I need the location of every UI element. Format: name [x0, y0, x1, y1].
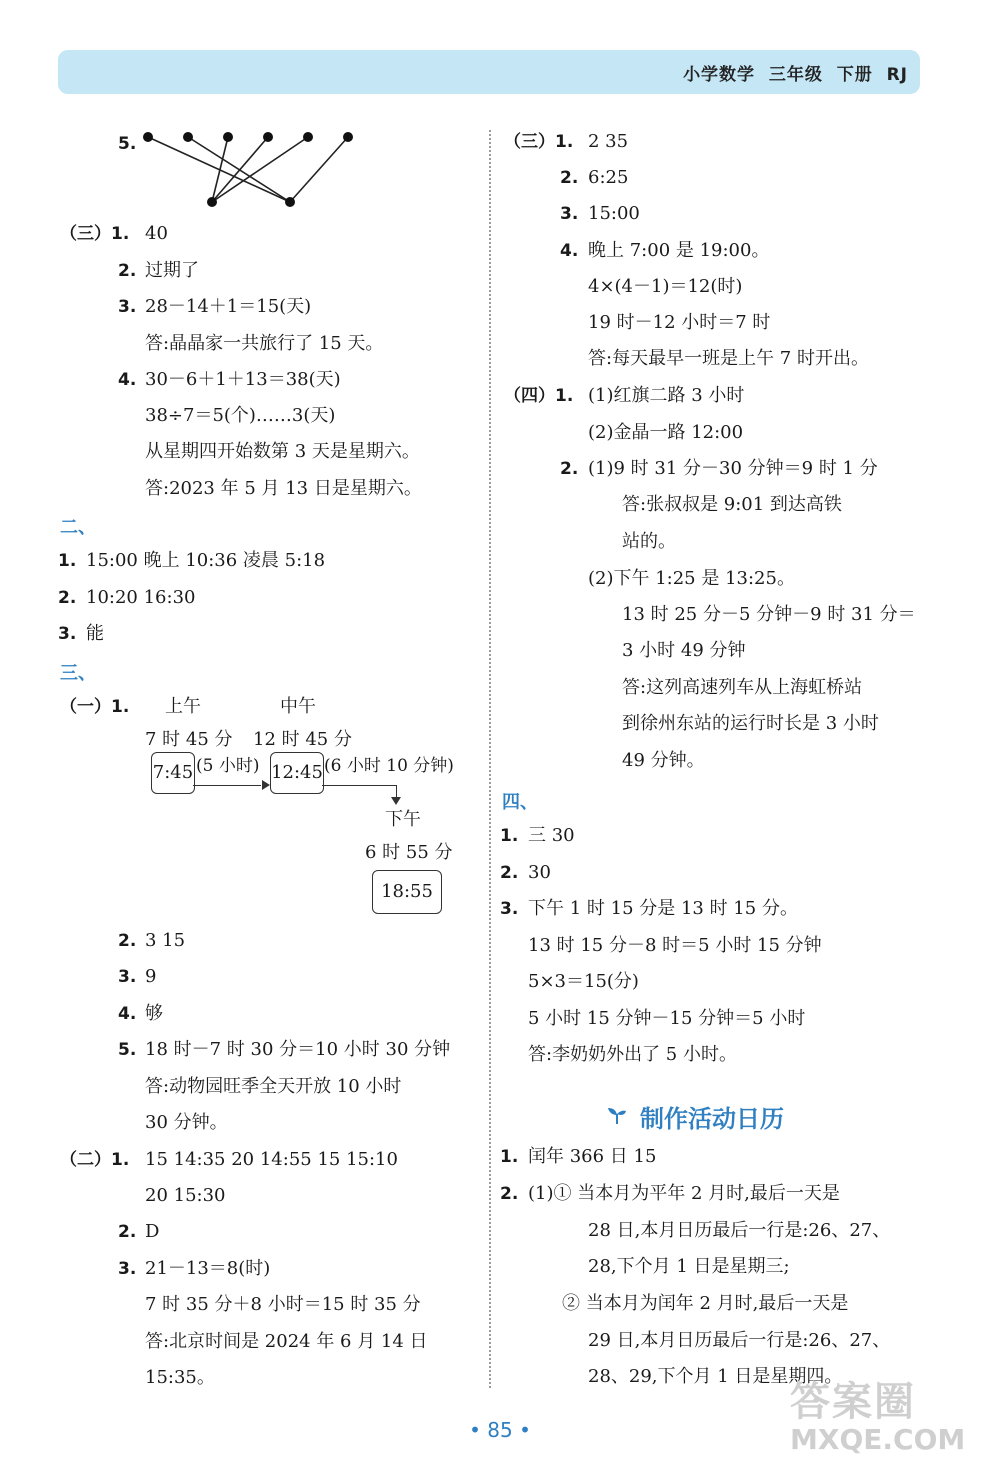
p3-answer-5a: 18 时－7 时 30 分＝10 小时 30 分钟 — [145, 1039, 451, 1060]
a1-label: 1. — [500, 1147, 519, 1167]
a2-answer-b: 28 日,本月日历最后一行是:26、27、 — [588, 1220, 891, 1241]
time-12-45: 12 时 45 分 — [253, 729, 352, 750]
r3-answer-4c: 19 时－12 小时＝7 时 — [588, 312, 771, 333]
r4-answer-2c: 站的。 — [622, 531, 676, 552]
p3-1-label: （一）1. — [60, 697, 130, 717]
label-pm: 下午 — [385, 809, 421, 830]
s3-answer-4c: 从星期四开始数第 3 天是星期六。 — [145, 441, 420, 462]
column-divider — [489, 130, 491, 1388]
timebox-18-55: 18:55 — [372, 870, 442, 914]
p2-1-label: 1. — [58, 551, 77, 571]
a2-answer-d: ② 当本月为闰年 2 月时,最后一天是 — [562, 1293, 849, 1314]
r3-answer-3: 15:00 — [588, 203, 640, 224]
r4-answer-2b: 答:张叔叔是 9:01 到达高铁 — [622, 494, 842, 515]
p3b-answer-1b: 20 15:30 — [145, 1185, 226, 1206]
matching-lines-diagram — [140, 128, 360, 210]
arrow-label-6h10: (6 小时 10 分钟) — [324, 756, 454, 776]
a2-label: 2. — [500, 1184, 519, 1204]
p3-answer-5b: 答:动物园旺季全天开放 10 小时 — [145, 1076, 402, 1097]
r3-3-label: 3. — [560, 204, 579, 224]
arrow-label-5h: (5 小时) — [196, 756, 260, 776]
q3-answer-b: 13 时 15 分－8 时＝5 小时 15 分钟 — [528, 935, 822, 956]
section-4-heading: 四、 — [502, 792, 538, 813]
p3-2-label: 2. — [118, 931, 137, 951]
watermark-cn: 答案圈 — [790, 1379, 916, 1425]
p3b-answer-3d: 15:35。 — [145, 1367, 215, 1388]
s3-answer-2: 过期了 — [145, 260, 199, 281]
r4-answer-2d: (2)下午 1:25 是 13:25。 — [588, 568, 795, 589]
s3-answer-3a: 28－14＋1＝15(天) — [145, 296, 312, 317]
s3-2-label: 2. — [118, 261, 137, 281]
sprout-icon — [606, 1104, 628, 1126]
section-2-heading: 二、 — [60, 517, 96, 538]
r4-answer-2h: 到徐州东站的运行时长是 3 小时 — [622, 713, 879, 734]
p2-3-label: 3. — [58, 624, 77, 644]
p3b-2-label: 2. — [118, 1222, 137, 1242]
p3-3-label: 3. — [118, 967, 137, 987]
time-6-55: 6 时 55 分 — [365, 842, 453, 863]
time-7-45: 7 时 45 分 — [145, 729, 233, 750]
timebox-12-45: 12:45 — [270, 752, 324, 794]
r3-answer-4b: 4×(4－1)＝12(时) — [588, 276, 743, 297]
r3-answer-2: 6:25 — [588, 167, 629, 188]
p2-2-label: 2. — [58, 588, 77, 608]
p3-4-label: 4. — [118, 1004, 137, 1024]
activity-title: 制作活动日历 — [640, 1105, 784, 1133]
a2-answer-a: (1)① 当本月为平年 2 月时,最后一天是 — [528, 1183, 840, 1204]
r4-answer-2e: 13 时 25 分－5 分钟－9 时 31 分＝ — [622, 604, 916, 625]
page-header-banner — [58, 50, 920, 94]
r4-label: （四）1. — [504, 386, 574, 406]
q3-answer-a: 下午 1 时 15 分是 13 时 15 分。 — [528, 898, 798, 919]
s3-3-label: 3. — [118, 297, 137, 317]
q2-answer: 30 — [528, 862, 551, 883]
arrow-head-1 — [262, 780, 270, 790]
a1-answer: 闰年 366 日 15 — [528, 1146, 657, 1167]
label-noon: 中午 — [280, 696, 316, 717]
s3-label: （三）1. — [60, 224, 130, 244]
p3b-answer-3c: 答:北京时间是 2024 年 6 月 14 日 — [145, 1331, 428, 1352]
s3-4-label: 4. — [118, 370, 137, 390]
s3-answer-4d: 答:2023 年 5 月 13 日是星期六。 — [145, 478, 422, 499]
p3-answer-2: 3 15 — [145, 930, 186, 951]
p3-answer-5c: 30 分钟。 — [145, 1112, 228, 1133]
p3b-answer-2: D — [145, 1221, 160, 1242]
r4-answer-1a: (1)红旗二路 3 小时 — [588, 385, 745, 406]
arrow-shaft-down — [396, 785, 397, 797]
q5-label: 5. — [118, 134, 137, 154]
q3-answer-c: 5×3＝15(分) — [528, 971, 639, 992]
p3b-answer-1a: 15 14:35 20 14:55 15 15:10 — [145, 1149, 398, 1170]
q2-label: 2. — [500, 863, 519, 883]
r3-4-label: 4. — [560, 241, 579, 261]
p3b-label: （二）1. — [60, 1150, 130, 1170]
q1-label: 1. — [500, 826, 519, 846]
r4-answer-2f: 3 小时 49 分钟 — [622, 640, 746, 661]
p3b-3-label: 3. — [118, 1259, 137, 1279]
s3-answer-4a: 30－6＋1＋13＝38(天) — [145, 369, 341, 390]
p3b-answer-3a: 21－13＝8(时) — [145, 1258, 271, 1279]
watermark-logo — [790, 1370, 990, 1456]
s3-answer-1: 40 — [145, 223, 168, 244]
s3-answer-3b: 答:晶晶家一共旅行了 15 天。 — [145, 333, 384, 354]
r4-2-label: 2. — [560, 459, 579, 479]
arrow-shaft-2 — [322, 785, 396, 786]
label-am: 上午 — [165, 696, 201, 717]
p3b-answer-3b: 7 时 35 分＋8 小时＝15 时 35 分 — [145, 1294, 421, 1315]
r3-answer-4a: 晚上 7:00 是 19:00。 — [588, 240, 770, 261]
arrow-shaft-1 — [193, 785, 261, 786]
q3-answer-e: 答:李奶奶外出了 5 小时。 — [528, 1044, 737, 1065]
s3-answer-4b: 38÷7＝5(个)……3(天) — [145, 405, 336, 426]
watermark-url: MXQE.COM — [790, 1423, 966, 1456]
p3-answer-3: 9 — [145, 966, 157, 987]
p2-answer-3: 能 — [86, 623, 104, 644]
r3-answer-4d: 答:每天最早一班是上午 7 时开出。 — [588, 348, 869, 369]
r4-answer-2g: 答:这列高速列车从上海虹桥站 — [622, 677, 863, 698]
r4-answer-2a: (1)9 时 31 分－30 分钟＝9 时 1 分 — [588, 458, 878, 479]
r4-answer-2i: 49 分钟。 — [622, 750, 705, 771]
q3-answer-d: 5 小时 15 分钟－15 分钟＝5 小时 — [528, 1008, 806, 1029]
p2-answer-1: 15:00 晚上 10:36 凌晨 5:18 — [86, 550, 326, 571]
q1-answer: 三 30 — [528, 825, 575, 846]
section-3-heading: 三、 — [60, 663, 96, 684]
a2-answer-f: 28、29,下个月 1 日是星期四。 — [588, 1366, 843, 1387]
r3-label: （三）1. — [504, 132, 574, 152]
r3-2-label: 2. — [560, 168, 579, 188]
p3-5-label: 5. — [118, 1040, 137, 1060]
a2-answer-e: 29 日,本月日历最后一行是:26、27、 — [588, 1330, 891, 1351]
q3-label: 3. — [500, 899, 519, 919]
header-title: 小学数学 三年级 下册 RJ — [683, 65, 908, 85]
p2-answer-2: 10:20 16:30 — [86, 587, 196, 608]
page-number: • 85 • — [469, 1418, 531, 1442]
r4-answer-1b: (2)金晶一路 12:00 — [588, 422, 744, 443]
a2-answer-c: 28,下个月 1 日是星期三; — [588, 1256, 790, 1277]
timebox-7-45: 7:45 — [151, 752, 195, 794]
arrow-head-down — [391, 797, 401, 805]
p3-answer-4: 够 — [145, 1003, 163, 1024]
r3-answer-1: 2 35 — [588, 131, 629, 152]
